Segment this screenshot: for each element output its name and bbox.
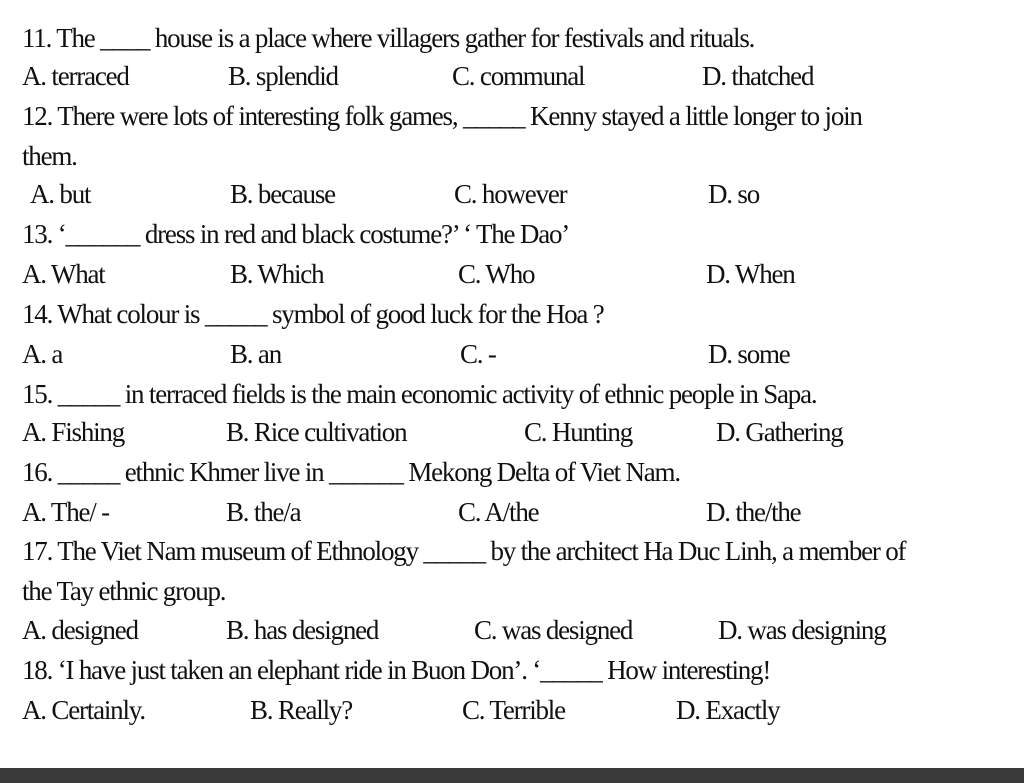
q15-option-d: D. Gathering [716, 417, 843, 447]
question-13-text: 13. ‘______ dress in red and black costume?’ ‘ The Dao’ [22, 219, 570, 249]
q16-option-d: D. the/the [706, 497, 801, 527]
q13-option-d: D. When [706, 259, 795, 289]
q12-option-a: A. but [30, 179, 91, 209]
q11-option-b: B. splendid [228, 61, 338, 91]
q18-option-d: D. Exactly [676, 695, 780, 725]
q15-option-a: A. Fishing [22, 417, 125, 447]
q14-option-a: A. a [22, 339, 63, 369]
q14-option-c: C. - [460, 339, 496, 369]
q14-option-d: D. some [708, 339, 790, 369]
q17-option-d: D. was designing [718, 615, 886, 645]
question-11-text: 11. The ____ house is a place where villagers gather for festivals and rituals. [22, 23, 755, 53]
q17-option-a: A. designed [22, 615, 138, 645]
question-16-text: 16. _____ ethnic Khmer live in ______ Mekong Delta of Viet Nam. [22, 457, 680, 487]
q16-option-a: A. The/ - [22, 497, 109, 527]
bottom-dark-strip [0, 768, 1024, 783]
question-12-text-cont: them. [22, 141, 77, 171]
q17-option-b: B. has designed [226, 615, 379, 645]
q18-option-c: C. Terrible [462, 695, 565, 725]
q18-option-b: B. Really? [250, 695, 352, 725]
q13-option-a: A. What [22, 259, 105, 289]
q12-option-b: B. because [230, 179, 335, 209]
q18-option-a: A. Certainly. [22, 695, 145, 725]
q15-option-b: B. Rice cultivation [226, 417, 407, 447]
q12-option-c: C. however [454, 179, 567, 209]
question-17-text: 17. The Viet Nam museum of Ethnology _____ by the architect Ha Duc Linh, a member of [22, 536, 906, 566]
q11-option-d: D. thatched [702, 61, 814, 91]
q13-option-b: B. Which [230, 259, 324, 289]
question-15-text: 15. _____ in terraced fields is the main economic activity of ethnic people in Sapa. [22, 379, 817, 409]
q16-option-c: C. A/the [458, 497, 539, 527]
question-17-text-cont: the Tay ethnic group. [22, 576, 226, 606]
q11-option-c: C. communal [452, 61, 585, 91]
q17-option-c: C. was designed [474, 615, 633, 645]
q14-option-b: B. an [230, 339, 281, 369]
q13-option-c: C. Who [458, 259, 535, 289]
question-18-text: 18. ‘I have just taken an elephant ride in Buon Don’. ‘_____ How interesting! [22, 655, 771, 685]
q16-option-b: B. the/a [226, 497, 301, 527]
question-14-text: 14. What colour is _____ symbol of good luck for the Hoa ? [22, 299, 604, 329]
question-12-text: 12. There were lots of interesting folk games, _____ Kenny stayed a little longer to join [22, 101, 862, 131]
q15-option-c: C. Hunting [524, 417, 633, 447]
q11-option-a: A. terraced [22, 61, 129, 91]
q12-option-d: D. so [708, 179, 760, 209]
